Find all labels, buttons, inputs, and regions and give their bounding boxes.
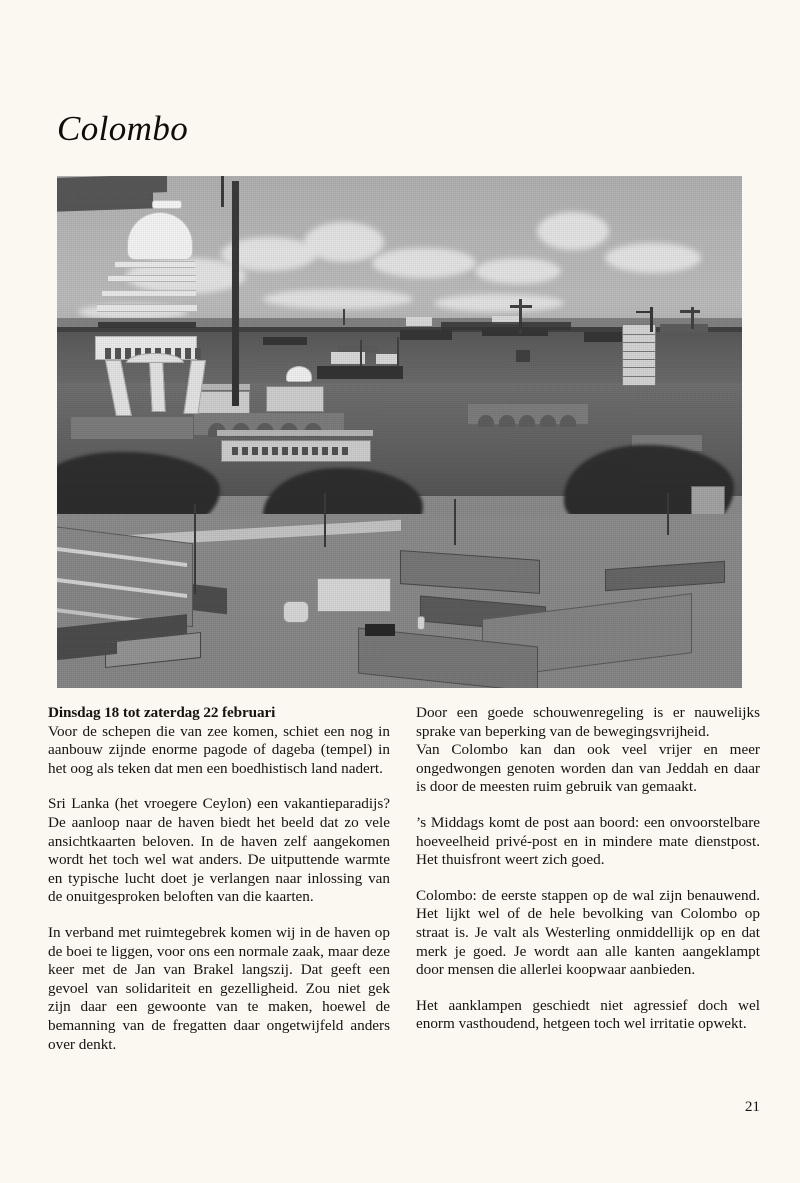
cloud-icon	[605, 243, 701, 273]
conveyor-bridge	[441, 322, 571, 330]
photograph-scene	[57, 176, 742, 688]
left-paragraph-3: In verband met ruimtegebrek komen wij in de haven op de boei te liggen, voor ons een normale zaak, maar deze keer met de Jan van Brakel langszij. Dat geeft een gevoel van solidariteit en gezelligheid. Zou niet gek zijn daar een gewoonte van te maken, hoewel de bemanning van de fregatten daar ongetwijfeld anders over denkt.	[48, 923, 390, 1053]
ship-mast	[360, 340, 362, 366]
construction-crane-tip	[221, 176, 224, 207]
construction-scaffold-mast	[232, 181, 239, 406]
cloud-icon	[537, 212, 609, 250]
right-paragraph-4: Colombo: de eerste stappen op de wal zijn benauwend. Het lijkt wel of de hele bevolking van Colombo op straat is. Je valt als Westerling onmiddellijk op en dat merk je goed. Je wordt aan alle kanten aangeklampt door mensen die allerlei koopwaar aanbieden.	[416, 886, 760, 979]
harbour-crane-base	[516, 350, 530, 362]
left-paragraph-1	[48, 704, 390, 778]
small-dome	[286, 366, 312, 382]
harbour-photograph	[57, 176, 742, 688]
warehouse-arch	[499, 415, 515, 427]
dagoba-spire-base	[152, 200, 182, 209]
cloud-icon	[475, 258, 561, 284]
left-paragraph-1-text: Voor de schepen die van zee komen, schiet een nog in aanbouw zijnde enorme pagode of dageba (tempel) in het oog als teken dat men een boedhistisch land nadert.	[48, 722, 390, 777]
utility-pole	[324, 493, 326, 547]
cloud-icon	[372, 248, 476, 278]
water-tank	[283, 601, 309, 623]
white-shed-wall	[317, 578, 391, 612]
date-subheading: Dinsdag 18 tot zaterdag 22 februari	[48, 704, 276, 721]
construction-tower-jib	[636, 311, 652, 313]
ship-superstructure	[406, 317, 432, 326]
page-number: 21	[744, 1098, 760, 1115]
right-paragraph-2: Van Colombo kan dan ook veel vrijer en meer ongedwongen genoten worden dan van Jeddah en daar is door de meesten ruim gebruik van gemaakt.	[416, 741, 760, 796]
cloud-icon	[263, 289, 413, 309]
harbour-crane	[343, 309, 345, 325]
right-paragraph-3: ’s Middags komt de post aan boord: een onvoorstelbare hoeveelheid privé-post en in mindere mate dienstpost. Het thuisfront weert zich goed.	[416, 813, 760, 869]
page-title: Colombo	[57, 109, 189, 148]
dagoba-working-platform	[98, 322, 196, 328]
utility-pole	[667, 493, 669, 535]
harbour-crane-jib	[510, 305, 532, 308]
right-paragraph-5: Het aanklampen geschiedt niet agressief doch wel enorm vasthoudend, hetgeen toch wel irritatie opwekt.	[416, 996, 760, 1033]
harbour-crane-jib	[680, 310, 700, 313]
utility-pole	[454, 499, 456, 545]
colonial-building-windows	[232, 447, 348, 455]
dagoba-ring	[97, 304, 197, 312]
ship	[660, 324, 708, 333]
dagoba-ring	[102, 290, 196, 297]
utility-pole	[194, 504, 196, 594]
colonial-building-roof	[217, 430, 373, 436]
body-text-right-column	[416, 704, 760, 1034]
person-figure	[417, 616, 425, 630]
ship	[400, 330, 452, 340]
tiled-roof	[57, 192, 153, 211]
ship-mast	[397, 337, 399, 367]
right-paragraph-1: Door een goede schouwenregeling is er nauwelijks sprake van beperking van de bewegingsvrijheid.	[416, 704, 760, 740]
construction-tower	[622, 324, 656, 386]
cloud-icon	[304, 222, 384, 262]
ship-bridge	[376, 354, 398, 364]
body-text-left-column	[48, 704, 390, 1054]
warehouse-roof	[71, 417, 193, 439]
quay-shed	[194, 391, 250, 415]
moored-ship	[317, 366, 403, 379]
left-paragraph-2: Sri Lanka (het vroegere Ceylon) een vakantieparadijs? De aanloop naar de haven biedt het beeld dat zo vele ansichtkaarten beloven. In de haven zelf aangekomen wordt het toch wel wat anders. De uitputtende warmte en typische lucht doet je verlangen naar inlossing van de onuitgesproken beloften van die kaarten.	[48, 795, 390, 906]
cloud-icon	[434, 294, 564, 312]
parked-truck	[365, 624, 395, 636]
ship	[263, 337, 307, 345]
warehouse-arch	[540, 415, 556, 427]
dagoba-ring	[115, 261, 195, 268]
dagoba-ring	[108, 275, 196, 282]
waterfront-building	[266, 386, 324, 412]
